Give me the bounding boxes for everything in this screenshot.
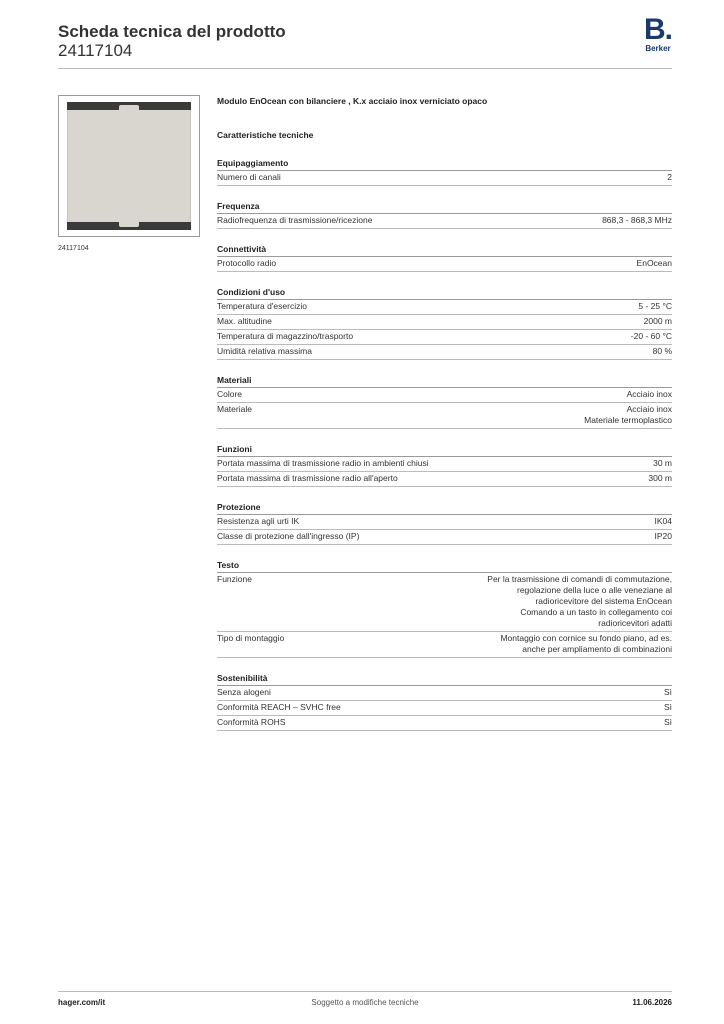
spec-label: Conformità ROHS — [217, 717, 286, 727]
spec-value: Acciaio inox — [626, 389, 672, 399]
spec-value: Per la trasmissione di comandi di commutazione, regolazione della luce o alle veneziane al radioricevitore del sistema EnOcean Comando a un tasto in collegamento coi radioricevitori adatti — [487, 574, 672, 628]
spec-row — [217, 701, 672, 716]
spec-value: EnOcean — [636, 258, 672, 268]
spec-value: IP20 — [654, 531, 672, 541]
spec-row — [217, 214, 672, 229]
spec-row — [217, 573, 672, 632]
spec-section — [217, 200, 672, 229]
spec-label: Protocollo radio — [217, 258, 277, 268]
page-title: Scheda tecnica del prodotto — [58, 22, 286, 41]
spec-row — [217, 686, 672, 701]
spec-section — [217, 559, 672, 658]
spec-label: Tipo di montaggio — [217, 633, 285, 643]
spec-label: Colore — [217, 389, 243, 399]
spec-value: Acciaio inox Materiale termoplastico — [584, 404, 672, 425]
spec-content — [217, 95, 672, 731]
spec-row — [217, 388, 672, 403]
spec-label: Max. altitudine — [217, 316, 272, 326]
section-title: Testo — [217, 559, 672, 573]
spec-label: Conformità REACH – SVHC free — [217, 702, 341, 712]
product-image — [58, 95, 200, 237]
spec-label: Temperatura di magazzino/trasporto — [217, 331, 354, 341]
spec-value: 5 - 25 °C — [638, 301, 672, 311]
logo-text: Berker — [645, 44, 671, 53]
switch-plate-icon — [67, 102, 191, 230]
section-title: Condizioni d'uso — [217, 286, 672, 300]
spec-value: 868,3 - 868,3 MHz — [602, 215, 672, 225]
spec-value: Sì — [663, 687, 672, 697]
spec-value: 300 m — [648, 473, 672, 483]
spec-row — [217, 472, 672, 487]
spec-row — [217, 632, 672, 658]
spec-section — [217, 443, 672, 487]
footer-disclaimer: Soggetto a modifiche tecniche — [311, 998, 419, 1007]
spec-label: Umidità relativa massima — [217, 346, 312, 356]
spec-row — [217, 345, 672, 360]
spec-value: 80 % — [652, 346, 672, 356]
image-caption: 24117104 — [58, 245, 89, 252]
header-divider — [58, 68, 672, 69]
spec-label: Portata massima di trasmissione radio in ambienti chiusi — [217, 458, 429, 468]
logo-letter: B. — [644, 13, 672, 46]
spec-label: Classe di protezione dall'ingresso (IP) — [217, 531, 360, 541]
product-title: Modulo EnOcean con bilanciere , K.x acciaio inox verniciato opaco — [217, 96, 488, 106]
spec-row — [217, 171, 672, 186]
footer-divider — [58, 991, 672, 992]
spec-row — [217, 300, 672, 315]
spec-row — [217, 530, 672, 545]
spec-label: Temperatura d'esercizio — [217, 301, 307, 311]
spec-section — [217, 672, 672, 731]
spec-value: 30 m — [653, 458, 672, 468]
spec-row — [217, 257, 672, 272]
tech-heading: Caratteristiche tecniche — [217, 130, 314, 140]
berker-logo — [640, 13, 676, 53]
spec-row — [217, 330, 672, 345]
spec-sections — [217, 157, 672, 731]
spec-row — [217, 457, 672, 472]
spec-section — [217, 286, 672, 360]
spec-value: 2000 m — [643, 316, 672, 326]
product-code: 24117104 — [58, 41, 133, 60]
spec-row — [217, 315, 672, 330]
footer-date: 11.06.2026 — [632, 998, 672, 1007]
section-title: Materiali — [217, 374, 672, 388]
spec-label: Portata massima di trasmissione radio all'aperto — [217, 473, 398, 483]
spec-label: Senza alogeni — [217, 687, 271, 697]
spec-value: -20 - 60 °C — [630, 331, 672, 341]
spec-row — [217, 403, 672, 429]
section-title: Equipaggiamento — [217, 157, 672, 171]
section-title: Protezione — [217, 501, 672, 515]
section-title: Connettività — [217, 243, 672, 257]
spec-label: Materiale — [217, 404, 252, 414]
spec-value: Sì — [663, 717, 672, 727]
spec-section — [217, 243, 672, 272]
spec-value: 2 — [667, 172, 672, 182]
spec-section — [217, 157, 672, 186]
spec-row — [217, 515, 672, 530]
spec-section — [217, 374, 672, 429]
spec-label: Funzione — [217, 574, 252, 584]
spec-value: Sì — [663, 702, 672, 712]
document-header — [58, 22, 286, 60]
section-title: Sostenibilità — [217, 672, 672, 686]
spec-label: Resistenza agli urti IK — [217, 516, 300, 526]
footer-website: hager.com/it — [58, 998, 106, 1007]
section-title: Funzioni — [217, 443, 672, 457]
spec-label: Numero di canali — [217, 172, 281, 182]
spec-value: IK04 — [654, 516, 672, 526]
spec-value: Montaggio con cornice su fondo piano, ad es. anche per ampliamento di combinazioni — [500, 633, 672, 654]
spec-label: Radiofrequenza di trasmissione/ricezione — [217, 215, 373, 225]
spec-row — [217, 716, 672, 731]
spec-section — [217, 501, 672, 545]
section-title: Frequenza — [217, 200, 672, 214]
